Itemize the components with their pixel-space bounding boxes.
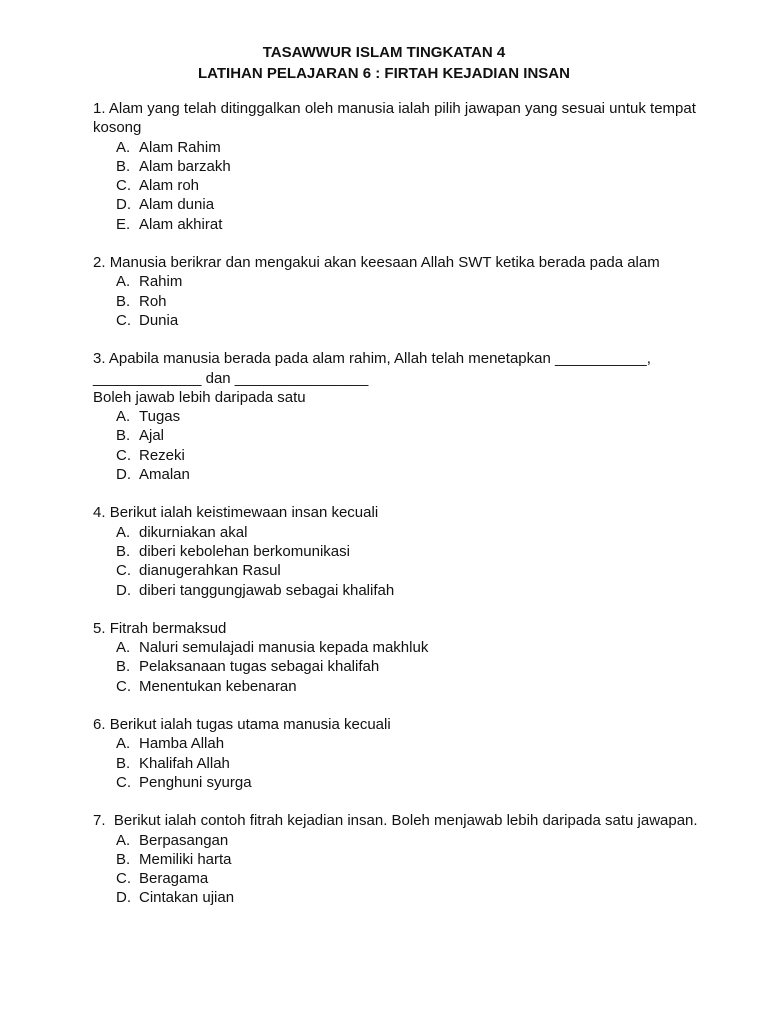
question-number: 7. (93, 812, 114, 830)
question-line (93, 388, 728, 407)
option-text: Alam dunia (139, 196, 215, 214)
option-letter: C. (116, 562, 131, 580)
option-text: Pelaksanaan tugas sebagai khalifah (139, 658, 380, 676)
answer-option (93, 734, 728, 753)
answer-option (93, 426, 728, 445)
answer-option (93, 581, 728, 600)
option-letter: B. (116, 542, 131, 560)
option-letter: A. (116, 831, 131, 849)
option-letter: B. (116, 427, 131, 445)
question-text: Berikut ialah keistimewaan insan kecuali (109, 504, 379, 522)
question-text: kosong (93, 119, 142, 137)
question-text: Manusia berikrar dan mengakui akan keesaan Allah SWT ketika berada pada alam (109, 254, 660, 272)
question-text: Boleh jawab lebih daripada satu (93, 388, 306, 406)
option-letter: E. (116, 215, 131, 233)
question-text: Alam yang telah ditinggalkan oleh manusia ialah pilih jawapan yang sesuai untuk tempat (108, 100, 696, 117)
question-text: _____________ dan ________________ (93, 369, 369, 387)
question-text: Fitrah bermaksud (109, 619, 227, 637)
option-text: dikurniakan akal (139, 523, 248, 541)
option-letter: C. (116, 446, 131, 464)
title-block (0, 42, 768, 84)
question-number: 4. (93, 504, 110, 522)
option-text: Rezeki (139, 446, 185, 464)
option-text: Ajal (139, 427, 165, 445)
question-number: 3. (93, 350, 109, 368)
option-letter: B. (116, 157, 131, 175)
question-line (93, 811, 728, 830)
answer-option (93, 754, 728, 773)
question-number: 6. (93, 716, 110, 734)
option-letter: C. (116, 870, 131, 888)
question-7 (93, 811, 728, 907)
question-5 (93, 619, 728, 696)
answer-option (93, 272, 728, 291)
option-text: Amalan (139, 466, 190, 484)
document-subtitle: LATIHAN PELAJARAN 6 : FIRTAH KEJADIAN INSAN (198, 65, 570, 82)
option-text: Alam akhirat (139, 215, 223, 233)
question-number: 1. (93, 100, 109, 117)
option-text: Cintakan ujian (139, 889, 235, 907)
option-letter: B. (116, 754, 131, 772)
answer-option (93, 446, 728, 465)
answer-option (93, 195, 728, 214)
question-line (93, 619, 728, 638)
option-letter: B. (116, 292, 131, 310)
question-4 (93, 503, 728, 599)
option-letter: B. (116, 658, 131, 676)
question-line (93, 349, 728, 368)
option-letter: B. (116, 850, 131, 868)
question-number: 5. (93, 619, 110, 637)
option-letter: A. (116, 735, 131, 753)
option-text: Tugas (139, 408, 181, 426)
answer-option (93, 292, 728, 311)
option-text: Alam roh (139, 177, 200, 195)
answer-option (93, 157, 728, 176)
question-list (93, 99, 728, 927)
option-text: Alam barzakh (139, 157, 231, 175)
option-letter: D. (116, 889, 131, 907)
answer-option (93, 850, 728, 869)
question-text: Apabila manusia berada pada alam rahim, Allah telah menetapkan ___________, (108, 350, 651, 368)
option-text: Berpasangan (139, 831, 229, 849)
answer-option (93, 176, 728, 195)
answer-option (93, 773, 728, 792)
option-letter: C. (116, 677, 131, 695)
option-text: Memiliki harta (139, 850, 232, 868)
option-text: Penghuni syurga (139, 773, 252, 791)
option-letter: C. (116, 773, 131, 791)
option-letter: A. (116, 138, 131, 156)
question-line (93, 369, 728, 388)
answer-option (93, 561, 728, 580)
question-text: Berikut ialah contoh fitrah kejadian insan. Boleh menjawab lebih daripada satu jawapan. (113, 812, 698, 830)
option-letter: D. (116, 581, 131, 599)
option-text: Naluri semulajadi manusia kepada makhluk (139, 639, 429, 657)
question-line (93, 99, 728, 118)
question-6 (93, 715, 728, 792)
option-text: Alam Rahim (139, 138, 221, 156)
option-letter: A. (116, 408, 131, 426)
option-letter: A. (116, 523, 131, 541)
option-letter: A. (116, 639, 131, 657)
answer-option (93, 831, 728, 850)
option-text: Hamba Allah (139, 735, 225, 753)
option-text: diberi tanggungjawab sebagai khalifah (139, 581, 395, 599)
question-line (93, 253, 728, 272)
question-2 (93, 253, 728, 330)
question-3 (93, 349, 728, 484)
answer-option (93, 657, 728, 676)
answer-option (93, 465, 728, 484)
option-text: diberi kebolehan berkomunikasi (139, 542, 350, 560)
option-letter: D. (116, 196, 131, 214)
option-letter: A. (116, 273, 131, 291)
option-text: Dunia (139, 311, 179, 329)
answer-option (93, 215, 728, 234)
option-letter: C. (116, 311, 131, 329)
option-text: Khalifah Allah (139, 754, 230, 772)
option-text: Rahim (139, 273, 183, 291)
answer-option (93, 677, 728, 696)
answer-option (93, 407, 728, 426)
document-title: TASAWWUR ISLAM TINGKATAN 4 (262, 44, 506, 61)
question-text: Berikut ialah tugas utama manusia kecuali (109, 716, 391, 734)
option-text: dianugerahkan Rasul (139, 562, 281, 580)
answer-option (93, 311, 728, 330)
question-line (93, 118, 728, 137)
question-number: 2. (93, 254, 110, 272)
option-letter: D. (116, 466, 131, 484)
answer-option (93, 869, 728, 888)
question-line (93, 715, 728, 734)
answer-option (93, 888, 728, 907)
answer-option (93, 138, 728, 157)
question-1 (93, 99, 728, 234)
answer-option (93, 523, 728, 542)
answer-option (93, 638, 728, 657)
option-letter: C. (116, 177, 131, 195)
option-text: Beragama (139, 870, 209, 888)
option-text: Menentukan kebenaran (139, 677, 297, 695)
option-text: Roh (139, 292, 167, 310)
question-line (93, 503, 728, 522)
answer-option (93, 542, 728, 561)
